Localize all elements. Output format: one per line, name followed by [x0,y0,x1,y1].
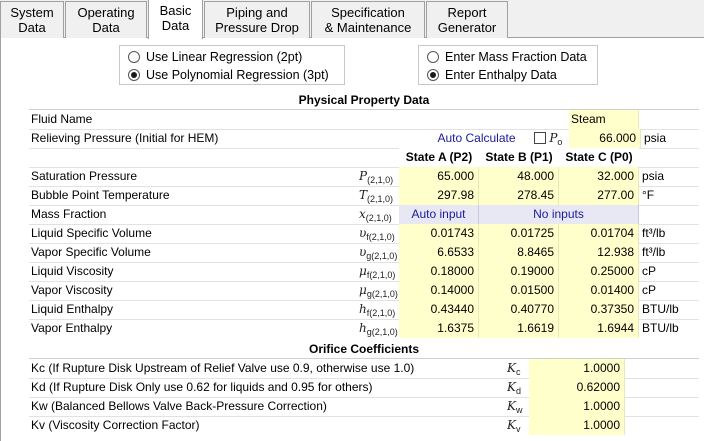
radio-label: Use Polynomial Regression (3pt) [146,68,329,82]
bubble-point-b[interactable]: 278.45 [479,186,559,205]
symbol-sub: c [515,367,521,377]
liquid-enthalpy-b[interactable]: 0.40770 [479,300,559,319]
saturation-pressure-symbol [359,167,399,186]
mass-fraction-symbol [359,205,399,224]
state-b-header: State B (P1) [479,148,559,167]
auto-calculate-checkbox[interactable] [534,132,546,144]
symbol-letter: T [359,188,368,202]
liquid-specific-volume-label: Liquid Specific Volume [31,226,152,240]
vapor-viscosity-c[interactable]: 0.01400 [559,281,639,300]
tab-label-line2: Data [18,20,46,35]
symbol-sub: d [515,386,521,396]
symbol-sub: (2,1,0) [367,175,394,185]
liquid-enthalpy-unit: BTU/lb [642,302,679,316]
symbol-letter: h [359,321,367,335]
symbol-sub: g(2,1,0) [366,327,398,337]
symbol-sub: f(2,1,0) [366,270,396,280]
liquid-viscosity-a[interactable]: 0.18000 [399,262,479,281]
liquid-specific-volume-symbol [359,224,399,243]
kv-label: Kv (Viscosity Correction Factor) [31,418,200,432]
kv-symbol [507,416,529,435]
tab-label-line2: Data [92,20,120,35]
saturation-pressure-b[interactable]: 48.000 [479,167,559,186]
tab-label-line1: Operating [77,5,135,20]
symbol-sub: (2,1,0) [365,213,392,223]
tab-report-generator[interactable] [426,1,508,38]
tab-label-line2: Generator [437,20,497,35]
auto-calculate-control [534,129,570,148]
vapor-specific-volume-symbol [359,243,399,262]
kd-field[interactable]: 0.62000 [529,378,625,397]
relieving-pressure-unit: psia [644,131,667,145]
liquid-specific-volume-unit: ft³/lb [642,226,666,240]
tab-label-line1: Report [447,5,487,20]
bubble-point-unit: °F [642,188,655,202]
po-symbol-letter: P [549,131,558,145]
symbol-letter: K [507,399,516,413]
state-c-header: State C (P0) [559,148,639,167]
kw-field[interactable]: 1.0000 [529,397,625,416]
vapor-enthalpy-b[interactable]: 1.6619 [479,319,559,338]
symbol-letter: K [507,361,516,375]
saturation-pressure-a[interactable]: 65.000 [399,167,479,186]
vapor-enthalpy-label: Vapor Enthalpy [31,321,113,335]
liquid-specific-volume-c[interactable]: 0.01704 [559,224,639,243]
tab-label-line2: & Maintenance [324,20,412,35]
kw-symbol [507,397,529,416]
vapor-viscosity-label: Vapor Viscosity [31,283,113,297]
radio-button-selected-icon [128,69,140,81]
radio-button-selected-icon [427,69,439,81]
radio-label: Use Linear Regression (2pt) [146,50,303,64]
basic-data-panel [0,38,704,441]
liquid-specific-volume-a[interactable]: 0.01743 [399,224,479,243]
liquid-enthalpy-a[interactable]: 0.43440 [399,300,479,319]
relieving-pressure-field[interactable]: 66.000 [569,129,641,148]
kd-label: Kd (If Rupture Disk Only use 0.62 for liquids and 0.95 for others) [31,380,373,394]
liquid-viscosity-unit: cP [642,264,657,278]
data-entry-option-group [418,45,598,85]
bubble-point-label: Bubble Point Temperature [31,188,170,202]
symbol-letter: K [507,380,516,394]
orifice-coefficients-grid [29,340,699,436]
symbol-sub: (2,1,0) [367,194,394,204]
liquid-specific-volume-b[interactable]: 0.01725 [479,224,559,243]
fluid-name-field[interactable]: Steam [569,110,639,129]
bubble-point-c[interactable]: 277.00 [559,186,639,205]
symbol-sub: g(2,1,0) [366,289,398,299]
vapor-enthalpy-symbol [359,319,399,338]
relieving-pressure-label: Relieving Pressure (Initial for HEM) [31,131,219,145]
po-symbol-sub: o [557,137,563,147]
vapor-specific-volume-unit: ft³/lb [642,245,666,259]
radio-button-icon [128,51,140,63]
liquid-viscosity-label: Liquid Viscosity [31,264,114,278]
liquid-viscosity-c[interactable]: 0.25000 [559,262,639,281]
liquid-viscosity-b[interactable]: 0.19000 [479,262,559,281]
saturation-pressure-unit: psia [642,169,665,183]
bubble-point-symbol [359,186,399,205]
state-a-header: State A (P2) [399,148,479,167]
fluid-name-label: Fluid Name [31,112,93,126]
enthalpy-radio[interactable] [427,67,557,83]
tab-label-line1: System [10,5,54,20]
saturation-pressure-label: Saturation Pressure [31,169,138,183]
vapor-enthalpy-c[interactable]: 1.6944 [559,319,639,338]
liquid-enthalpy-symbol [359,300,399,319]
tab-label-line1: Specification [331,5,405,20]
mass-fraction-label: Mass Fraction [31,207,107,221]
symbol-letter: h [359,302,367,316]
symbol-letter: υ [359,226,367,240]
symbol-letter: K [507,418,516,432]
radio-label: Enter Enthalpy Data [445,68,557,82]
tab-system-data[interactable] [0,1,64,38]
tab-label-line1: Piping and [226,5,288,20]
bubble-point-a[interactable]: 297.98 [399,186,479,205]
orifice-coefficients-title: Orifice Coefficients [29,340,699,359]
kv-field[interactable]: 1.0000 [529,416,625,435]
physical-property-title: Physical Property Data [29,91,699,110]
liquid-viscosity-symbol [359,262,399,281]
tab-label-line1: Basic [159,3,192,18]
symbol-letter: μ [359,264,367,278]
vapor-specific-volume-c[interactable]: 12.938 [559,243,639,262]
mass-fraction-auto-input: Auto input [399,205,479,224]
vapor-viscosity-unit: cP [642,283,657,297]
kd-symbol [507,378,529,397]
symbol-sub: v [515,424,521,434]
polynomial-regression-radio[interactable] [128,67,329,83]
tab-specification-maintenance[interactable] [311,1,425,38]
vapor-specific-volume-a[interactable]: 6.6533 [399,243,479,262]
vapor-enthalpy-unit: BTU/lb [642,321,679,335]
tab-piping-pressure-drop[interactable] [204,1,310,38]
symbol-sub: w [515,405,523,415]
vapor-specific-volume-label: Vapor Specific Volume [31,245,151,259]
symbol-sub: g(2,1,0) [366,251,398,261]
vapor-enthalpy-a[interactable]: 1.6375 [399,319,479,338]
symbol-letter: P [359,169,368,183]
vapor-viscosity-a[interactable]: 0.14000 [399,281,479,300]
radio-button-icon [427,51,439,63]
kc-label: Kc (If Rupture Disk Upstream of Relief Valve use 0.9, otherwise use 1.0) [31,361,415,375]
mass-fraction-radio[interactable] [427,49,587,65]
symbol-sub: f(2,1,0) [366,232,395,242]
vapor-viscosity-b[interactable]: 0.01500 [479,281,559,300]
tab-bar [0,0,704,38]
symbol-letter: μ [359,283,367,297]
linear-regression-radio[interactable] [128,49,302,65]
saturation-pressure-c[interactable]: 32.000 [559,167,639,186]
tab-label-line2: Data [161,18,190,33]
physical-property-grid [29,91,699,336]
kc-symbol [507,359,529,378]
vapor-specific-volume-b[interactable]: 8.8465 [479,243,559,262]
liquid-enthalpy-c[interactable]: 0.37350 [559,300,639,319]
symbol-sub: f(2,1,0) [366,308,396,318]
liquid-enthalpy-label: Liquid Enthalpy [31,302,114,316]
symbol-letter: υ [359,245,367,259]
po-symbol [549,131,562,145]
tab-basic-data[interactable] [148,0,203,39]
tab-operating-data[interactable] [65,1,147,38]
regression-option-group [119,45,345,85]
kc-field[interactable]: 1.0000 [529,359,625,378]
radio-label: Enter Mass Fraction Data [445,50,587,64]
mass-fraction-no-inputs: No inputs [479,205,639,224]
vapor-viscosity-symbol [359,281,399,300]
kw-label: Kw (Balanced Bellows Valve Back-Pressure Correction) [31,399,327,413]
tab-label-line2: Pressure Drop [215,20,299,35]
auto-calculate-label: Auto Calculate [437,131,516,145]
symbol-letter: x [359,207,366,221]
